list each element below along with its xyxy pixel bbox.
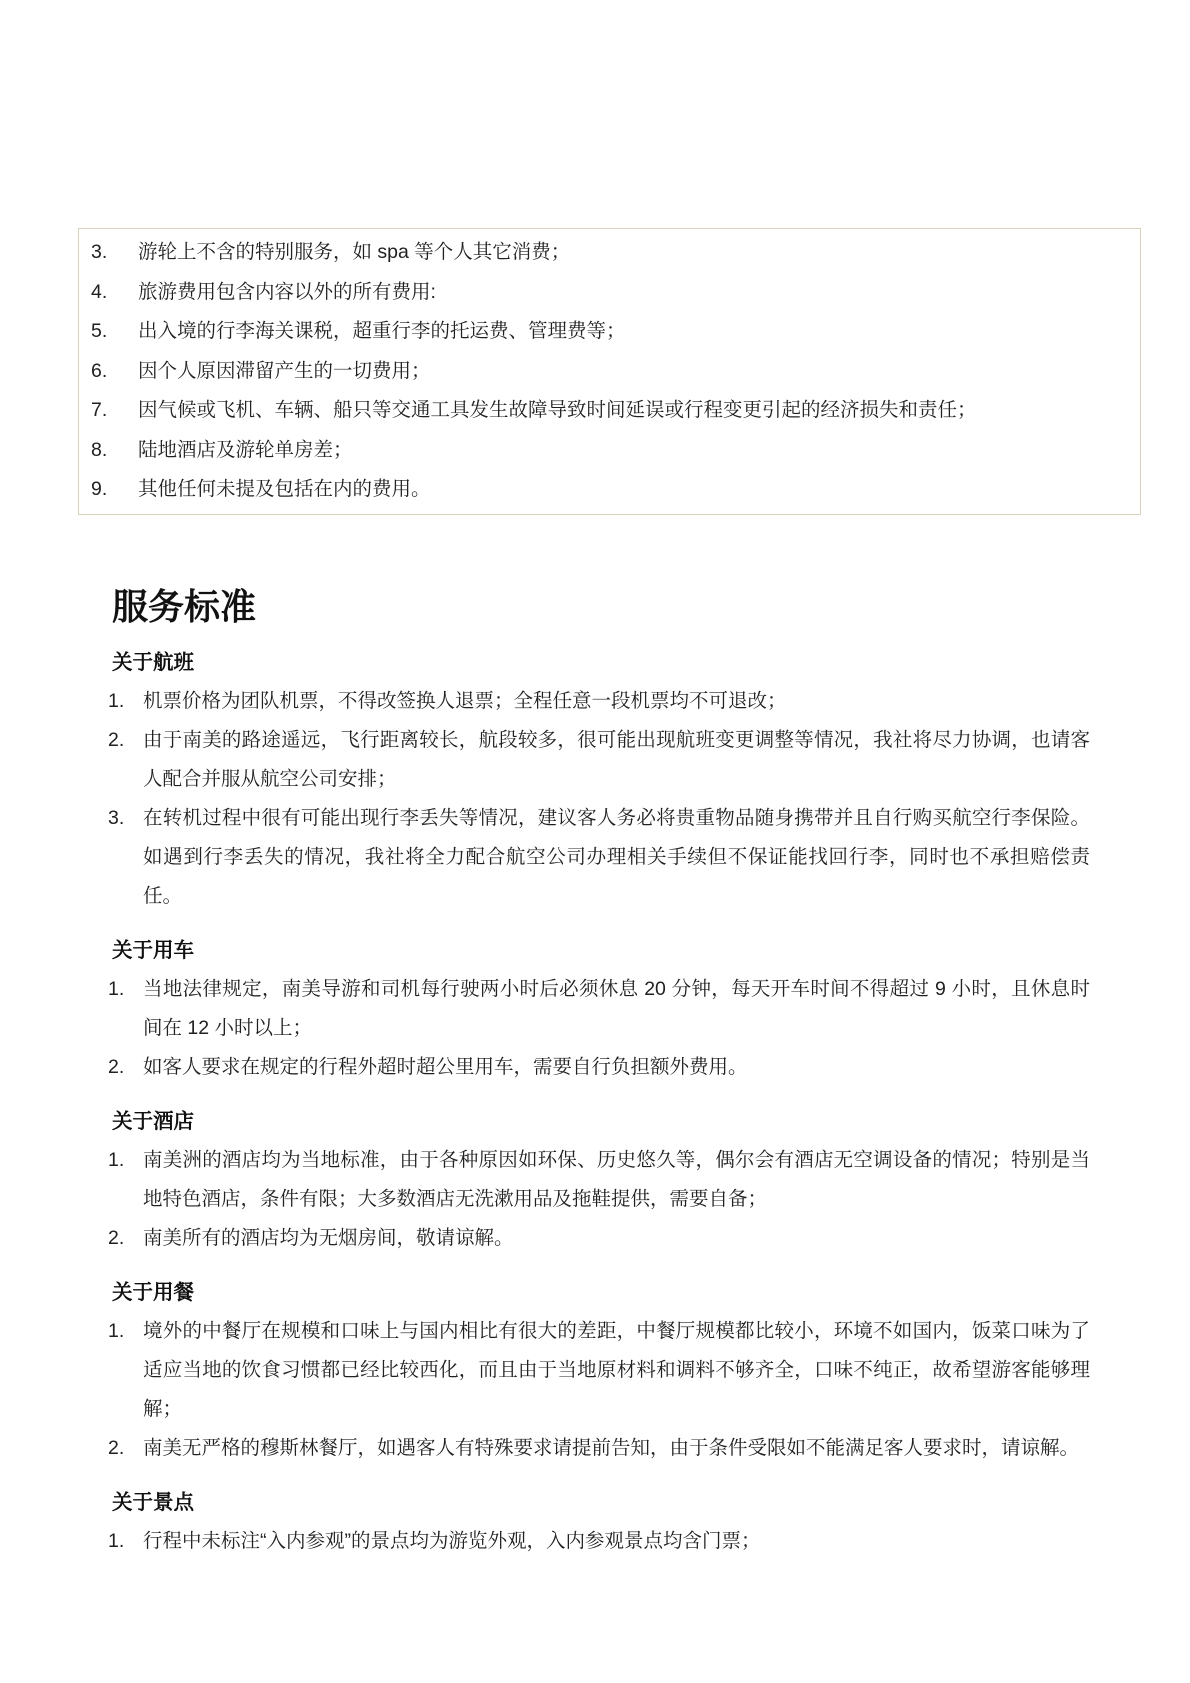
meals-list bbox=[108, 1312, 1090, 1468]
item-text: 其他任何未提及包括在内的费用。 bbox=[138, 478, 431, 500]
item-number: 2. bbox=[108, 1437, 125, 1459]
item-number: 1. bbox=[108, 978, 125, 1000]
item-number: 9. bbox=[91, 478, 108, 500]
section-heading-attractions: 关于景点 bbox=[112, 1491, 194, 1514]
list-item bbox=[91, 470, 1120, 510]
item-number: 1. bbox=[108, 690, 125, 712]
item-text: 出入境的行李海关课税，超重行李的托运费、管理费等； bbox=[138, 320, 626, 342]
service-standards-section bbox=[0, 586, 1190, 1561]
item-number: 2. bbox=[108, 1056, 125, 1078]
item-text: 因气候或飞机、车辆、船只等交通工具发生故障导致时间延误或行程变更引起的经济损失和责任； bbox=[138, 399, 977, 421]
list-item bbox=[91, 391, 1120, 431]
list-item bbox=[108, 1429, 1090, 1468]
list-item bbox=[91, 273, 1120, 313]
attractions-list bbox=[108, 1522, 1090, 1561]
list-item bbox=[108, 1522, 1090, 1561]
list-item bbox=[108, 1048, 1090, 1087]
list-item bbox=[108, 1312, 1090, 1429]
item-text: 机票价格为团队机票，不得改签换人退票；全程任意一段机票均不可退改； bbox=[143, 690, 787, 712]
list-item bbox=[91, 352, 1120, 392]
item-number: 5. bbox=[91, 320, 108, 342]
page-title: 服务标准 bbox=[112, 586, 257, 627]
item-text: 由于南美的路途遥远，飞行距离较长，航段较多，很可能出现航班变更调整等情况，我社将尽力协调，也请客人配合并服从航空公司安排； bbox=[143, 729, 1090, 790]
list-item bbox=[108, 1219, 1090, 1258]
item-text: 旅游费用包含内容以外的所有费用: bbox=[138, 280, 436, 303]
item-number: 1. bbox=[108, 1320, 125, 1342]
list-item bbox=[108, 970, 1090, 1048]
item-number: 6. bbox=[91, 359, 108, 382]
item-number: 3. bbox=[91, 241, 108, 263]
item-text: 游轮上不含的特别服务，如 spa 等个人其它消费； bbox=[138, 241, 571, 263]
list-item bbox=[108, 682, 1090, 721]
list-item bbox=[91, 431, 1120, 471]
item-text: 南美所有的酒店均为无烟房间，敬请谅解。 bbox=[143, 1227, 514, 1249]
section-heading-hotels: 关于酒店 bbox=[112, 1110, 194, 1133]
item-text: 陆地酒店及游轮单房差； bbox=[138, 438, 353, 461]
item-number: 2. bbox=[108, 729, 125, 751]
item-number: 2. bbox=[108, 1227, 125, 1249]
flights-list bbox=[108, 682, 1090, 916]
list-item bbox=[91, 312, 1120, 352]
item-text: 当地法律规定，南美导游和司机每行驶两小时后必须休息 20 分钟，每天开车时间不得超过 9 小时，且休息时间在 12 小时以上； bbox=[143, 978, 1090, 1039]
list-item bbox=[108, 721, 1090, 799]
item-number: 1. bbox=[108, 1149, 125, 1171]
item-text: 如客人要求在规定的行程外超时超公里用车，需要自行负担额外费用。 bbox=[143, 1056, 748, 1078]
item-text: 在转机过程中很有可能出现行李丢失等情况，建议客人务必将贵重物品随身携带并且自行购买航空行李保险。如遇到行李丢失的情况，我社将全力配合航空公司办理相关手续但不保证能找回行李，同时也不承担赔偿责任。 bbox=[143, 807, 1090, 907]
section-heading-vehicles: 关于用车 bbox=[112, 939, 194, 962]
item-text: 因个人原因滞留产生的一切费用； bbox=[138, 359, 431, 382]
section-heading-flights: 关于航班 bbox=[112, 651, 194, 674]
item-number: 4. bbox=[91, 280, 108, 303]
item-text: 行程中未标注“入内参观”的景点均为游览外观，入内参观景点均含门票； bbox=[143, 1530, 761, 1552]
hotels-list bbox=[108, 1141, 1090, 1258]
vehicles-list bbox=[108, 970, 1090, 1087]
list-item bbox=[108, 799, 1090, 916]
item-text: 境外的中餐厅在规模和口味上与国内相比有很大的差距，中餐厅规模都比较小，环境不如国内，饭菜口味为了适应当地的饮食习惯都已经比较西化，而且由于当地原材料和调料不够齐全，口味不纯正，故希望游客能够理解； bbox=[143, 1320, 1090, 1420]
list-item bbox=[91, 233, 1120, 273]
item-number: 1. bbox=[108, 1530, 125, 1552]
item-number: 8. bbox=[91, 438, 108, 461]
item-number: 3. bbox=[108, 807, 125, 829]
excluded-fees-list bbox=[79, 233, 1120, 510]
list-item bbox=[108, 1141, 1090, 1219]
item-number: 7. bbox=[91, 399, 108, 421]
section-heading-meals: 关于用餐 bbox=[112, 1281, 194, 1304]
item-text: 南美洲的酒店均为当地标准，由于各种原因如环保、历史悠久等，偶尔会有酒店无空调设备的情况；特别是当地特色酒店，条件有限；大多数酒店无洗漱用品及拖鞋提供，需要自备； bbox=[143, 1149, 1090, 1210]
excluded-fees-box bbox=[78, 228, 1141, 515]
item-text: 南美无严格的穆斯林餐厅，如遇客人有特殊要求请提前告知，由于条件受限如不能满足客人要求时，请谅解。 bbox=[143, 1437, 1080, 1459]
